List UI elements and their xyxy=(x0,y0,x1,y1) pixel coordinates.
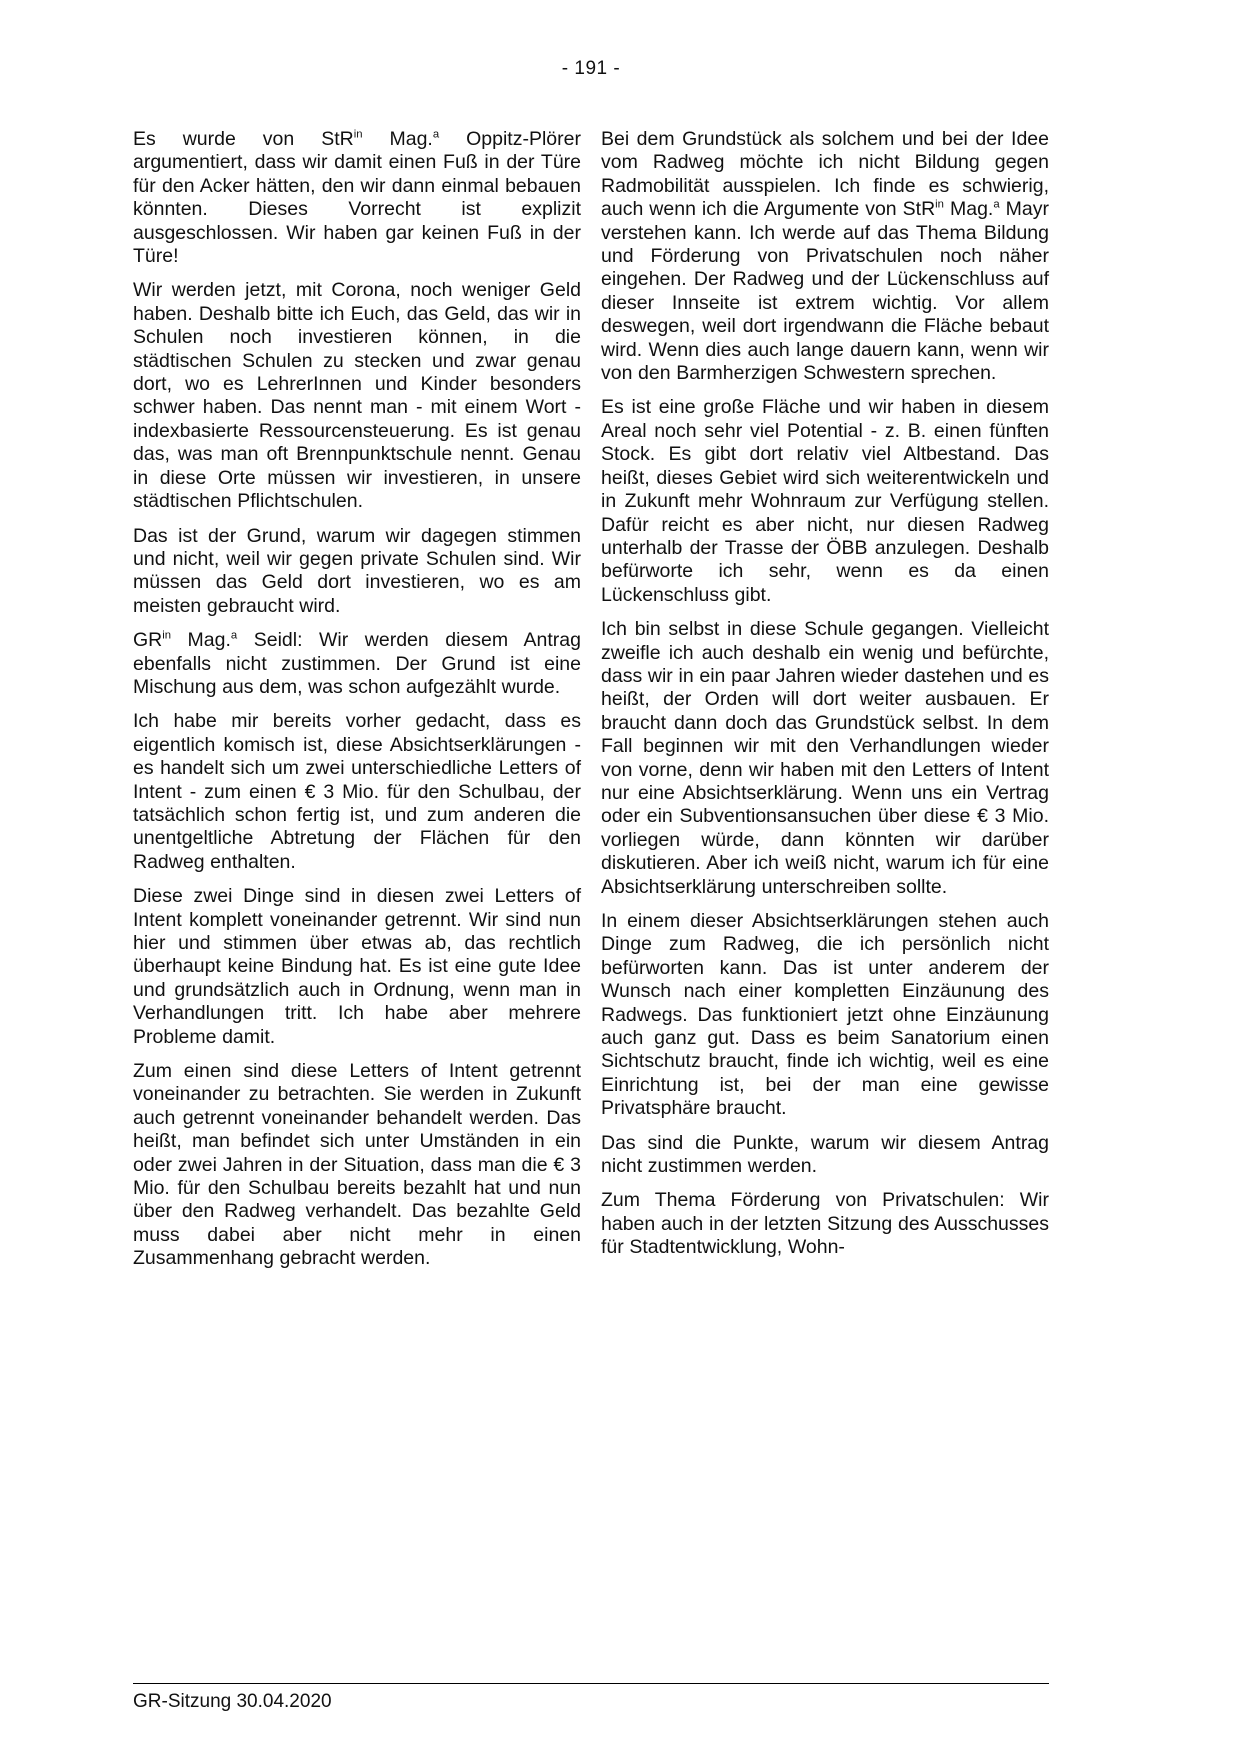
right-column xyxy=(601,128,1049,1282)
page-footer xyxy=(133,1683,1049,1713)
paragraph: Das ist der Grund, warum wir dagegen stimmen und nicht, weil wir gegen private Schulen sind. Wir müssen das Geld dort investieren, wo es am meisten gebraucht wird. xyxy=(133,524,581,617)
paragraph: Es ist eine große Fläche und wir haben in diesem Areal noch sehr viel Potential - z. B. einen fünften Stock. Es gibt dort relativ viel Altbestand. Das heißt, dieses Gebiet wird sich weiterentwickeln und in Zukunft mehr Wohnraum zur Verfügung stellen. Dafür reicht es aber nicht, nur diesen Radweg unterhalb der Trasse der ÖBB anzulegen. Deshalb befürworte ich sehr, wenn es da einen Lückenschluss gibt. xyxy=(601,396,1049,606)
paragraph: Es wurde von StR$^{in}$ Mag.$^a$ Oppitz-Plörer argumentiert, dass wir damit einen Fuß in der Türe für den Acker hätten, den wir dann einmal bebauen könnten. Dieses Vorrecht ist explizit ausgeschlossen. Wir haben gar keinen Fuß in der Türe! xyxy=(133,128,581,268)
paragraph: Diese zwei Dinge sind in diesen zwei Letters of Intent komplett voneinander getrennt. Wir sind nun hier und stimmen über etwas ab, das rechtlich überhaupt keine Bindung hat. Es ist eine gute Idee und grundsätzlich auch in Ordnung, wenn man in Verhandlungen tritt. Ich habe aber mehrere Probleme damit. xyxy=(133,885,581,1048)
paragraph: Zum einen sind diese Letters of Intent getrennt voneinander zu betrachten. Sie werden in Zukunft auch getrennt voneinander behandelt werden. Das heißt, man befindet sich unter Umständen in ein oder zwei Jahren in der Situation, dass man die € 3 Mio. für den Schulbau bereits bezahlt hat und nun über den Radweg verhandelt. Das bezahlte Geld muss dabei aber nicht mehr in einen Zusammenhang gebracht werden. xyxy=(133,1060,581,1270)
paragraph: Das sind die Punkte, warum wir diesem Antrag nicht zustimmen werden. xyxy=(601,1131,1049,1178)
footer-session-label: GR-Sitzung 30.04.2020 xyxy=(133,1691,332,1712)
paragraph: $GR^{in}$ Mag.$^a$ Seidl: Wir werden diesem Antrag ebenfalls nicht zustimmen. Der Grund ist eine Mischung aus dem, was schon aufgezählt wurde. xyxy=(133,629,581,698)
paragraph: Zum Thema Förderung von Privatschulen: Wir haben auch in der letzten Sitzung des Ausschusses für Stadtentwicklung, Wohn- xyxy=(601,1189,1049,1259)
paragraph: Bei dem Grundstück als solchem und bei der Idee vom Radweg möchte ich nicht Bildung gegen Radmobilität ausspielen. Ich finde es schwierig, auch wenn ich die Argumente von StR$^{in}$ Mag.$^a$ Mayr verstehen kann. Ich werde auf das Thema Bildung und Förderung von Privatschulen noch näher eingehen. Der Radweg und der Lückenschluss auf dieser Innseite ist extrem wichtig. Vor allem deswegen, weil dort irgendwann die Fläche bebaut wird. Wenn dies auch lange dauern kann, wenn wir von den Barmherzigen Schwestern sprechen. xyxy=(601,128,1049,385)
page-number: - 191 - xyxy=(561,58,621,79)
paragraph: In einem dieser Absichtserklärungen stehen auch Dinge zum Radweg, die ich persönlich nicht befürworten kann. Das ist unter anderem der Wunsch nach einer kompletten Einzäunung des Radwegs. Das funktioniert jetzt ohne Einzäunung auch ganz gut. Dass es beim Sanatorium einen Sichtschutz braucht, finde ich wichtig, weil es eine Einrichtung ist, bei der man eine gewisse Privatsphäre braucht. xyxy=(601,910,1049,1120)
text-columns xyxy=(133,128,1049,1282)
left-column xyxy=(133,128,581,1282)
paragraph: Ich bin selbst in diese Schule gegangen. Vielleicht zweifle ich auch deshalb ein wenig und befürchte, dass wir in ein paar Jahren wieder dastehen und es heißt, der Orden will dort weiter ausbauen. Er braucht dann doch das Grundstück selbst. In dem Fall beginnen wir mit den Verhandlungen wieder von vorne, denn wir haben mit den Letters of Intent nur eine Absichtserklärung. Wenn uns ein Vertrag oder ein Subventionsansuchen über diese € 3 Mio. vorliegen würde, dann könnten wir darüber diskutieren. Aber ich weiß nicht, warum ich für eine Absichtserklärung unterschreiben sollte. xyxy=(601,618,1049,898)
footer-divider xyxy=(133,1683,1049,1684)
paragraph: Wir werden jetzt, mit Corona, noch weniger Geld haben. Deshalb bitte ich Euch, das Geld, das wir in Schulen noch investieren können, in die städtischen Schulen zu stecken und zwar genau dort, wo es LehrerInnen und Kinder besonders schwer haben. Das nennt man - mit einem Wort - indexbasierte Ressourcensteuerung. Es ist genau das, was man oft Brennpunktschule nennt. Genau in diese Orte müssen wir investieren, in unsere städtischen Pflichtschulen. xyxy=(133,279,581,513)
paragraph: Ich habe mir bereits vorher gedacht, dass es eigentlich komisch ist, diese Absichtserklärungen - es handelt sich um zwei unterschiedliche Letters of Intent - zum einen € 3 Mio. für den Schulbau, der tatsächlich schon fertig ist, und zum anderen die unentgeltliche Abtretung der Flächen für den Radweg enthalten. xyxy=(133,710,581,873)
